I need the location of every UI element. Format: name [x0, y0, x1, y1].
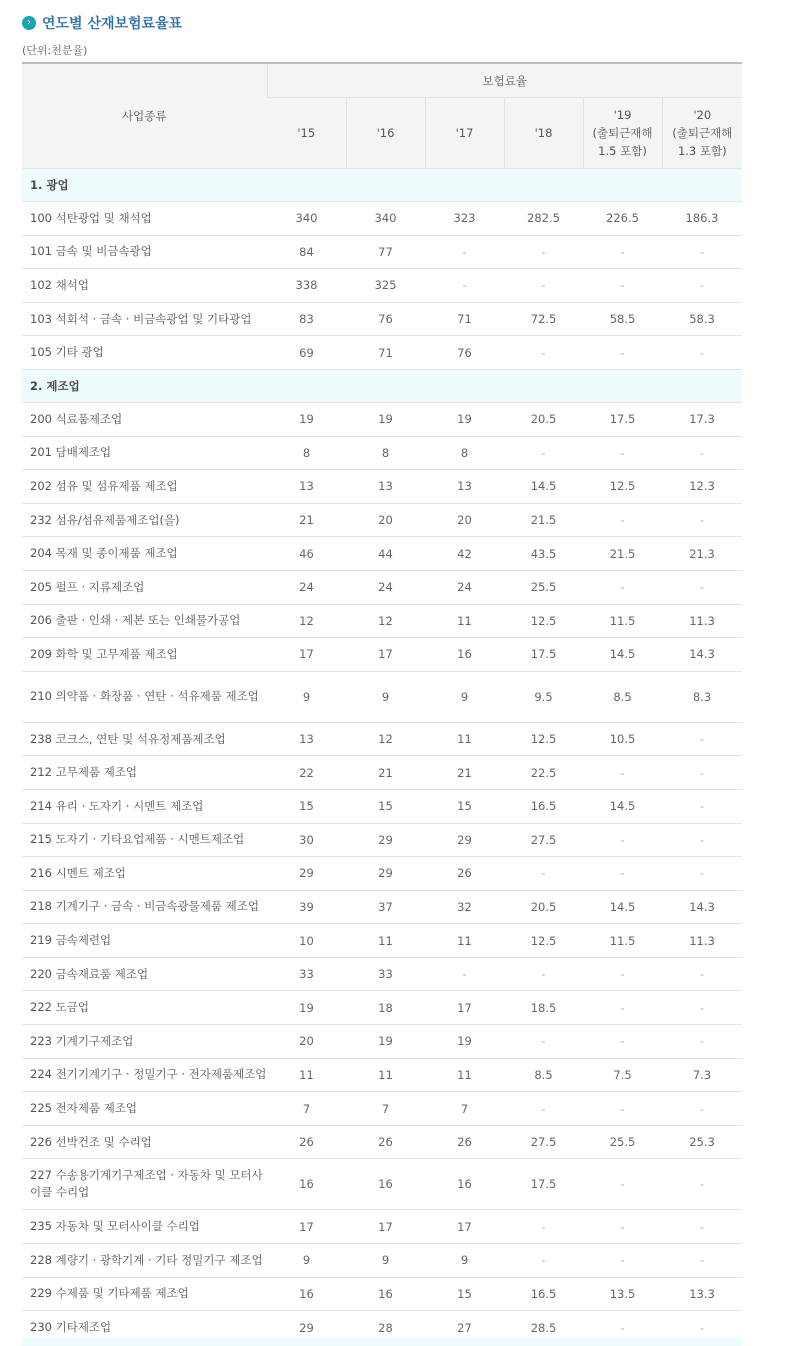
rate-cell: 17	[267, 1210, 346, 1244]
table-row	[22, 336, 742, 370]
rate-cell: -	[583, 570, 662, 604]
rate-cell: -	[583, 235, 662, 269]
title-row	[22, 12, 742, 34]
category-cell: 202 섬유 및 섬유제품 제조업	[22, 470, 267, 504]
rate-cell: 22	[267, 756, 346, 790]
rate-cell: 43.5	[504, 537, 583, 571]
rate-cell: 19	[425, 1025, 504, 1059]
rate-cell: -	[662, 503, 742, 537]
rate-cell: -	[583, 1311, 662, 1345]
table-body	[22, 169, 742, 1345]
header-year-line: 1.3 포함)	[677, 144, 727, 158]
header-year-line: '15	[297, 126, 316, 140]
rate-cell: 17	[425, 991, 504, 1025]
rate-cell: 17	[346, 1210, 425, 1244]
rate-cell: 16	[425, 1159, 504, 1210]
category-cell: 105 기타 광업	[22, 336, 267, 370]
rate-cell: 8	[267, 436, 346, 470]
rate-cell: 71	[425, 302, 504, 336]
rate-cell: 19	[267, 402, 346, 436]
category-cell: 225 전자제품 제조업	[22, 1092, 267, 1126]
rate-cell: 24	[267, 570, 346, 604]
rate-cell: -	[425, 235, 504, 269]
section-row	[22, 369, 742, 402]
rate-cell: 15	[425, 789, 504, 823]
rate-cell: -	[662, 789, 742, 823]
rate-cell: -	[425, 957, 504, 991]
rate-cell: 8	[425, 436, 504, 470]
table-row	[22, 789, 742, 823]
table-row	[22, 1159, 742, 1210]
category-cell: 100 석탄광업 및 채석업	[22, 202, 267, 236]
rate-cell: 19	[346, 402, 425, 436]
rate-cell: 20.5	[504, 402, 583, 436]
rate-cell: 27.5	[504, 823, 583, 857]
rate-cell: 12.5	[504, 722, 583, 756]
rate-cell: 20	[346, 503, 425, 537]
rate-cell: 16	[346, 1277, 425, 1311]
category-cell: 222 도금업	[22, 991, 267, 1025]
rate-cell: 8	[346, 436, 425, 470]
rate-cell: 325	[346, 269, 425, 303]
rate-cell: 13	[267, 722, 346, 756]
category-cell: 102 채석업	[22, 269, 267, 303]
table-row	[22, 1025, 742, 1059]
rate-cell: 13	[267, 470, 346, 504]
header-year-line: (출퇴근재해	[672, 126, 733, 140]
table-row	[22, 957, 742, 991]
category-cell: 224 전기기계기구 · 정밀기구 · 전자제품제조업	[22, 1058, 267, 1092]
rate-cell: 17.3	[662, 402, 742, 436]
rate-cell: 44	[346, 537, 425, 571]
rate-cell: -	[583, 1159, 662, 1210]
rate-cell: 19	[267, 991, 346, 1025]
rate-cell: 13	[346, 470, 425, 504]
rate-cell: 12	[267, 604, 346, 638]
rate-cell: -	[662, 857, 742, 891]
rate-cell: 16	[425, 638, 504, 672]
rate-cell: 10	[267, 924, 346, 958]
table-row	[22, 202, 742, 236]
rate-cell: 338	[267, 269, 346, 303]
rate-cell: 30	[267, 823, 346, 857]
rate-cell: 12	[346, 722, 425, 756]
rate-cell: -	[504, 1210, 583, 1244]
rate-cell: -	[662, 1092, 742, 1126]
rate-cell: 26	[267, 1125, 346, 1159]
rate-cell: 12.5	[504, 924, 583, 958]
rate-cell: 29	[425, 823, 504, 857]
rate-cell: 77	[346, 235, 425, 269]
rate-cell: -	[583, 336, 662, 370]
rate-cell: -	[662, 823, 742, 857]
rate-cell: 14.5	[583, 789, 662, 823]
rate-cell: 12	[346, 604, 425, 638]
page-title: 연도별 산재보험료율표	[42, 16, 183, 32]
page	[0, 12, 800, 1345]
rate-cell: 28.5	[504, 1311, 583, 1345]
category-cell: 230 기타제조업	[22, 1311, 267, 1345]
table-row	[22, 924, 742, 958]
rate-cell: -	[583, 503, 662, 537]
rate-cell: 29	[267, 1311, 346, 1345]
rate-cell: 9	[425, 1244, 504, 1278]
category-cell: 204 목재 및 종이제품 제조업	[22, 537, 267, 571]
category-cell: 201 담배제조업	[22, 436, 267, 470]
rate-cell: -	[504, 1092, 583, 1126]
rate-cell: 17	[425, 1210, 504, 1244]
rate-cell: 29	[346, 857, 425, 891]
table-row	[22, 638, 742, 672]
rate-cell: 9.5	[504, 671, 583, 722]
rate-cell: 42	[425, 537, 504, 571]
rate-cell: 58.3	[662, 302, 742, 336]
rate-cell: -	[583, 823, 662, 857]
rate-cell: 282.5	[504, 202, 583, 236]
rate-cell: 29	[346, 823, 425, 857]
rate-cell: 21.5	[583, 537, 662, 571]
rate-cell: 17	[346, 638, 425, 672]
category-cell: 232 섬유/섬유제품제조업(을)	[22, 503, 267, 537]
rate-cell: 10.5	[583, 722, 662, 756]
header-year	[267, 98, 346, 169]
rate-cell: 11	[346, 1058, 425, 1092]
header-year	[662, 98, 742, 169]
rate-cell: 12.5	[583, 470, 662, 504]
rate-cell: 11	[425, 604, 504, 638]
rate-cell: -	[662, 722, 742, 756]
section-title: 2. 제조업	[22, 369, 742, 402]
rate-cell: 33	[346, 957, 425, 991]
table-bottom-strip	[22, 1338, 742, 1346]
rate-cell: 71	[346, 336, 425, 370]
rate-cell: 27	[425, 1311, 504, 1345]
rate-cell: 7.3	[662, 1058, 742, 1092]
rate-cell: 76	[346, 302, 425, 336]
rate-cell: 7.5	[583, 1058, 662, 1092]
rate-cell: 25.5	[504, 570, 583, 604]
table-row	[22, 604, 742, 638]
rate-cell: -	[583, 1092, 662, 1126]
table-row	[22, 235, 742, 269]
rate-cell: 18.5	[504, 991, 583, 1025]
rate-cell: 14.5	[583, 890, 662, 924]
category-cell: 227 수송용기계기구제조업 · 자동차 및 모터사이클 수리업	[22, 1159, 267, 1210]
rate-cell: 46	[267, 537, 346, 571]
category-cell: 103 석회석 · 금속 · 비금속광업 및 기타광업	[22, 302, 267, 336]
header-group: 보험료율	[267, 63, 742, 98]
rate-cell: -	[425, 269, 504, 303]
rate-cell: 17.5	[583, 402, 662, 436]
rate-cell: 8.3	[662, 671, 742, 722]
rate-cell: 14.3	[662, 638, 742, 672]
rate-cell: 340	[346, 202, 425, 236]
header-category: 사업종류	[22, 63, 267, 169]
header-year	[504, 98, 583, 169]
rate-cell: -	[583, 857, 662, 891]
rate-cell: 22.5	[504, 756, 583, 790]
rate-cell: -	[504, 336, 583, 370]
rate-cell: -	[583, 756, 662, 790]
rate-cell: -	[504, 436, 583, 470]
table-row	[22, 570, 742, 604]
table-header	[22, 63, 742, 169]
table-row	[22, 890, 742, 924]
rate-cell: 9	[425, 671, 504, 722]
rate-cell: 11.5	[583, 604, 662, 638]
rate-cell: -	[662, 1311, 742, 1345]
table-row	[22, 537, 742, 571]
rate-cell: 24	[346, 570, 425, 604]
table-row	[22, 991, 742, 1025]
table-row	[22, 503, 742, 537]
rate-cell: 17.5	[504, 638, 583, 672]
rate-cell: 9	[346, 1244, 425, 1278]
rate-cell: 7	[346, 1092, 425, 1126]
rate-cell: 26	[425, 857, 504, 891]
rate-cell: 39	[267, 890, 346, 924]
rate-cell: 16.5	[504, 1277, 583, 1311]
rate-cell: -	[583, 436, 662, 470]
header-year-line: '19	[613, 108, 632, 122]
rate-cell: 16	[267, 1277, 346, 1311]
rate-cell: 33	[267, 957, 346, 991]
rate-cell: 323	[425, 202, 504, 236]
rate-cell: 21	[425, 756, 504, 790]
rate-cell: 25.3	[662, 1125, 742, 1159]
rate-cell: -	[504, 235, 583, 269]
table-row	[22, 1058, 742, 1092]
rate-cell: 83	[267, 302, 346, 336]
rate-cell: -	[504, 1244, 583, 1278]
rate-cell: 28	[346, 1311, 425, 1345]
rate-cell: -	[662, 269, 742, 303]
rate-cell: -	[662, 957, 742, 991]
rate-cell: -	[583, 957, 662, 991]
insurance-rate-table	[22, 62, 742, 1345]
table-row	[22, 722, 742, 756]
rate-cell: 17.5	[504, 1159, 583, 1210]
table-row	[22, 756, 742, 790]
rate-cell: 15	[346, 789, 425, 823]
rate-cell: 226.5	[583, 202, 662, 236]
category-cell: 212 고무제품 제조업	[22, 756, 267, 790]
rate-cell: 18	[346, 991, 425, 1025]
rate-cell: 11	[425, 1058, 504, 1092]
header-year-line: (출퇴근재해	[592, 126, 653, 140]
rate-cell: 7	[267, 1092, 346, 1126]
rate-cell: 15	[267, 789, 346, 823]
rate-cell: -	[583, 991, 662, 1025]
unit-note: (단위:천분율)	[22, 44, 88, 57]
table-row	[22, 1092, 742, 1126]
rate-cell: -	[583, 1244, 662, 1278]
rate-cell: -	[662, 1244, 742, 1278]
rate-cell: 340	[267, 202, 346, 236]
table-row	[22, 1210, 742, 1244]
rate-cell: 21.5	[504, 503, 583, 537]
rate-cell: 20	[267, 1025, 346, 1059]
rate-cell: 15	[425, 1277, 504, 1311]
rate-cell: 8.5	[583, 671, 662, 722]
rate-cell: 11	[267, 1058, 346, 1092]
rate-cell: 16	[346, 1159, 425, 1210]
rate-cell: 7	[425, 1092, 504, 1126]
rate-cell: -	[662, 1210, 742, 1244]
rate-cell: -	[662, 570, 742, 604]
table-row	[22, 302, 742, 336]
rate-cell: -	[504, 269, 583, 303]
category-cell: 218 기계기구 · 금속 · 비금속광물제품 제조업	[22, 890, 267, 924]
table-row	[22, 436, 742, 470]
header-year-line: '20	[693, 108, 712, 122]
rate-cell: 84	[267, 235, 346, 269]
table-row	[22, 671, 742, 722]
rate-cell: 21	[267, 503, 346, 537]
rate-cell: 32	[425, 890, 504, 924]
category-cell: 235 자동차 및 모터사이클 수리업	[22, 1210, 267, 1244]
rate-cell: -	[504, 957, 583, 991]
rate-cell: 24	[425, 570, 504, 604]
rate-cell: 14.5	[504, 470, 583, 504]
table-row	[22, 402, 742, 436]
table-row	[22, 823, 742, 857]
category-cell: 209 화학 및 고무제품 제조업	[22, 638, 267, 672]
rate-cell: 11.3	[662, 604, 742, 638]
rate-cell: 58.5	[583, 302, 662, 336]
chevron-right-icon: ›	[22, 16, 36, 30]
rate-cell: 26	[425, 1125, 504, 1159]
table-row	[22, 269, 742, 303]
category-cell: 220 금속재료품 제조업	[22, 957, 267, 991]
rate-cell: 11	[425, 722, 504, 756]
rate-cell: 19	[425, 402, 504, 436]
rate-cell: 20.5	[504, 890, 583, 924]
table-row	[22, 1125, 742, 1159]
rate-cell: -	[583, 1210, 662, 1244]
rate-cell: 14.5	[583, 638, 662, 672]
category-cell: 200 식료품제조업	[22, 402, 267, 436]
rate-cell: 26	[346, 1125, 425, 1159]
rate-cell: 19	[346, 1025, 425, 1059]
header-year-line: '18	[534, 126, 553, 140]
rate-cell: -	[583, 269, 662, 303]
rate-cell: 13.5	[583, 1277, 662, 1311]
category-cell: 205 펄프 · 지류제조업	[22, 570, 267, 604]
rate-cell: -	[662, 436, 742, 470]
rate-cell: -	[504, 1025, 583, 1059]
category-cell: 238 코크스, 연탄 및 석유정제품제조업	[22, 722, 267, 756]
rate-cell: -	[662, 1159, 742, 1210]
rate-cell: 25.5	[583, 1125, 662, 1159]
rate-cell: 9	[267, 671, 346, 722]
rate-cell: 9	[346, 671, 425, 722]
rate-cell: 69	[267, 336, 346, 370]
rate-cell: 11	[346, 924, 425, 958]
category-cell: 210 의약품 · 화장품 · 연탄 · 석유제품 제조업	[22, 671, 267, 722]
rate-cell: 20	[425, 503, 504, 537]
rate-cell: 186.3	[662, 202, 742, 236]
header-year-line: '17	[455, 126, 474, 140]
rate-cell: -	[662, 235, 742, 269]
rate-cell: 21.3	[662, 537, 742, 571]
rate-cell: -	[662, 336, 742, 370]
category-cell: 223 기계기구제조업	[22, 1025, 267, 1059]
rate-cell: 8.5	[504, 1058, 583, 1092]
category-cell: 216 시멘트 제조업	[22, 857, 267, 891]
rate-cell: 11.5	[583, 924, 662, 958]
rate-cell: 76	[425, 336, 504, 370]
rate-cell: -	[662, 756, 742, 790]
rate-cell: 9	[267, 1244, 346, 1278]
category-cell: 229 수제품 및 기타제품 제조업	[22, 1277, 267, 1311]
header-year-line: '16	[376, 126, 395, 140]
header-year	[346, 98, 425, 169]
rate-cell: 12.5	[504, 604, 583, 638]
category-cell: 101 금속 및 비금속광업	[22, 235, 267, 269]
rate-cell: -	[662, 991, 742, 1025]
category-cell: 226 선박건조 및 수리업	[22, 1125, 267, 1159]
table-row	[22, 470, 742, 504]
rate-cell: -	[583, 1025, 662, 1059]
table-row	[22, 857, 742, 891]
rate-cell: 16.5	[504, 789, 583, 823]
category-cell: 214 유리 · 도자기 · 시멘트 제조업	[22, 789, 267, 823]
table-row	[22, 1244, 742, 1278]
rate-cell: 72.5	[504, 302, 583, 336]
header-year-line: 1.5 포함)	[598, 144, 647, 158]
rate-cell: 13.3	[662, 1277, 742, 1311]
rate-cell: -	[662, 1025, 742, 1059]
category-cell: 215 도자기 · 기타요업제품 · 시멘트제조업	[22, 823, 267, 857]
category-cell: 206 출판 · 인쇄 · 제본 또는 인쇄물가공업	[22, 604, 267, 638]
rate-cell: 11.3	[662, 924, 742, 958]
rate-cell: -	[504, 857, 583, 891]
section-row	[22, 169, 742, 202]
rate-cell: 12.3	[662, 470, 742, 504]
rate-cell: 29	[267, 857, 346, 891]
rate-cell: 27.5	[504, 1125, 583, 1159]
rate-cell: 21	[346, 756, 425, 790]
rate-cell: 16	[267, 1159, 346, 1210]
category-cell: 228 계량기 · 광학기계 · 기타 정밀기구 제조업	[22, 1244, 267, 1278]
rate-cell: 17	[267, 638, 346, 672]
table-row	[22, 1277, 742, 1311]
rate-cell: 11	[425, 924, 504, 958]
category-cell: 219 금속제련업	[22, 924, 267, 958]
header-year	[583, 98, 662, 169]
rate-cell: 14.3	[662, 890, 742, 924]
header-year	[425, 98, 504, 169]
rate-cell: 37	[346, 890, 425, 924]
section-title: 1. 광업	[22, 169, 742, 202]
rate-cell: 13	[425, 470, 504, 504]
